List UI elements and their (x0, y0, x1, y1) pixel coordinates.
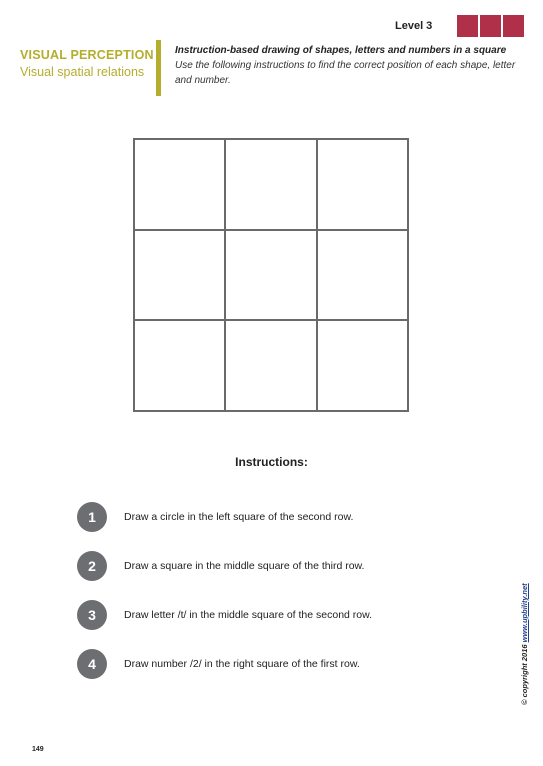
level-box (503, 15, 524, 37)
step-number-badge: 2 (77, 551, 107, 581)
website-link[interactable]: www.upbility.net (520, 583, 529, 643)
task-header (175, 45, 520, 88)
grid-cell-r2-c3[interactable] (317, 230, 408, 321)
level-label: Level 3 (395, 20, 433, 32)
grid-cell-r2-c2[interactable] (225, 230, 316, 321)
grid-cell-r1-c2[interactable] (225, 139, 316, 230)
copyright-notice (520, 583, 529, 705)
drawing-grid (133, 138, 409, 412)
instructions-heading: Instructions: (235, 455, 308, 469)
section-title: VISUAL PERCEPTION (20, 48, 154, 62)
step-number-badge: 3 (77, 600, 107, 630)
section-subtitle: Visual spatial relations (20, 65, 145, 79)
instruction-text: Draw letter /t/ in the middle square of the second row. (124, 609, 373, 621)
grid-cell-r1-c3[interactable] (317, 139, 408, 230)
instruction-item (77, 551, 372, 581)
task-description: Use the following instructions to find the correct position of each shape, letter and number. (175, 60, 516, 86)
page-number: 149 (32, 746, 44, 753)
instruction-text: Draw a square in the middle square of the third row. (124, 560, 365, 572)
grid-cell-r3-c2[interactable] (225, 320, 316, 411)
step-number-badge: 1 (77, 502, 107, 532)
grid-cell-r1-c1[interactable] (134, 139, 225, 230)
instruction-item (77, 502, 372, 532)
copyright-text: © copyright 2016 (520, 642, 529, 705)
instruction-item (77, 600, 372, 630)
level-indicator (457, 15, 524, 37)
accent-divider (156, 40, 161, 96)
step-number-badge: 4 (77, 649, 107, 679)
grid-cell-r2-c1[interactable] (134, 230, 225, 321)
grid-cell-r3-c1[interactable] (134, 320, 225, 411)
section-header (20, 48, 154, 79)
level-box (457, 15, 478, 37)
task-title: Instruction-based drawing of shapes, letters and numbers in a square (175, 45, 507, 56)
instruction-text: Draw a circle in the left square of the second row. (124, 511, 354, 523)
instruction-text: Draw number /2/ in the right square of the first row. (124, 658, 360, 670)
grid-cell-r3-c3[interactable] (317, 320, 408, 411)
level-box (480, 15, 501, 37)
instruction-item (77, 649, 372, 679)
instruction-list (77, 502, 372, 698)
